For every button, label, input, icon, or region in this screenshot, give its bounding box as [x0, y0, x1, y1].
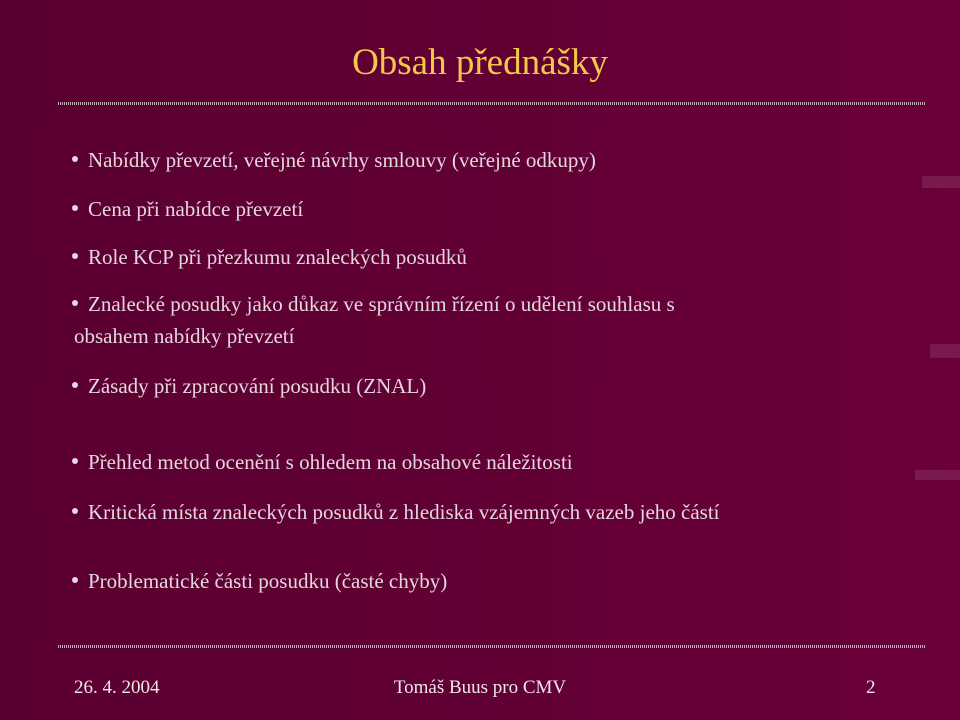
decorative-block — [930, 344, 960, 358]
bullet-item — [72, 447, 932, 477]
bullet-dot-icon — [72, 156, 78, 162]
bullet-text: Nabídky převzetí, veřejné návrhy smlouvy (veřejné odkupy) — [88, 148, 596, 172]
top-divider — [58, 102, 926, 105]
bullet-dot-icon — [72, 253, 78, 259]
bullet-dot-icon — [72, 382, 78, 388]
bullet-text: Zásady při zpracování posudku (ZNAL) — [88, 374, 427, 398]
bullet-text: Přehled metod ocenění s ohledem na obsahové náležitosti — [88, 450, 573, 474]
bullet-dot-icon — [72, 300, 78, 306]
footer-page-number: 2 — [866, 677, 876, 698]
bullet-text: Cena při nabídce převzetí — [88, 197, 304, 221]
bullet-item — [72, 194, 932, 224]
bullet-item — [72, 242, 932, 272]
footer-date: 26. 4. 2004 — [74, 677, 160, 698]
slide-title: Obsah přednášky — [352, 42, 608, 83]
bullet-text: obsahem nabídky převzetí — [74, 324, 295, 348]
footer-author: Tomáš Buus pro CMV — [393, 677, 567, 698]
bullet-text: Problematické části posudku (časté chyby) — [88, 569, 448, 593]
bullet-continuation — [74, 321, 934, 351]
bullet-text: Kritická místa znaleckých posudků z hlediska vzájemných vazeb jeho částí — [88, 500, 720, 524]
bullet-item — [72, 145, 932, 175]
bottom-divider — [58, 645, 926, 648]
bullet-dot-icon — [72, 508, 78, 514]
decorative-block — [922, 176, 960, 188]
bullet-dot-icon — [72, 577, 78, 583]
bullet-dot-icon — [72, 458, 78, 464]
bullet-text: Znalecké posudky jako důkaz ve správním řízení o udělení souhlasu s — [88, 292, 675, 316]
bullet-item — [72, 497, 932, 527]
bullet-item — [72, 371, 932, 401]
bullet-item — [72, 566, 932, 596]
bullet-item — [72, 289, 932, 319]
bullet-text: Role KCP při přezkumu znaleckých posudků — [88, 245, 467, 269]
bullet-dot-icon — [72, 205, 78, 211]
